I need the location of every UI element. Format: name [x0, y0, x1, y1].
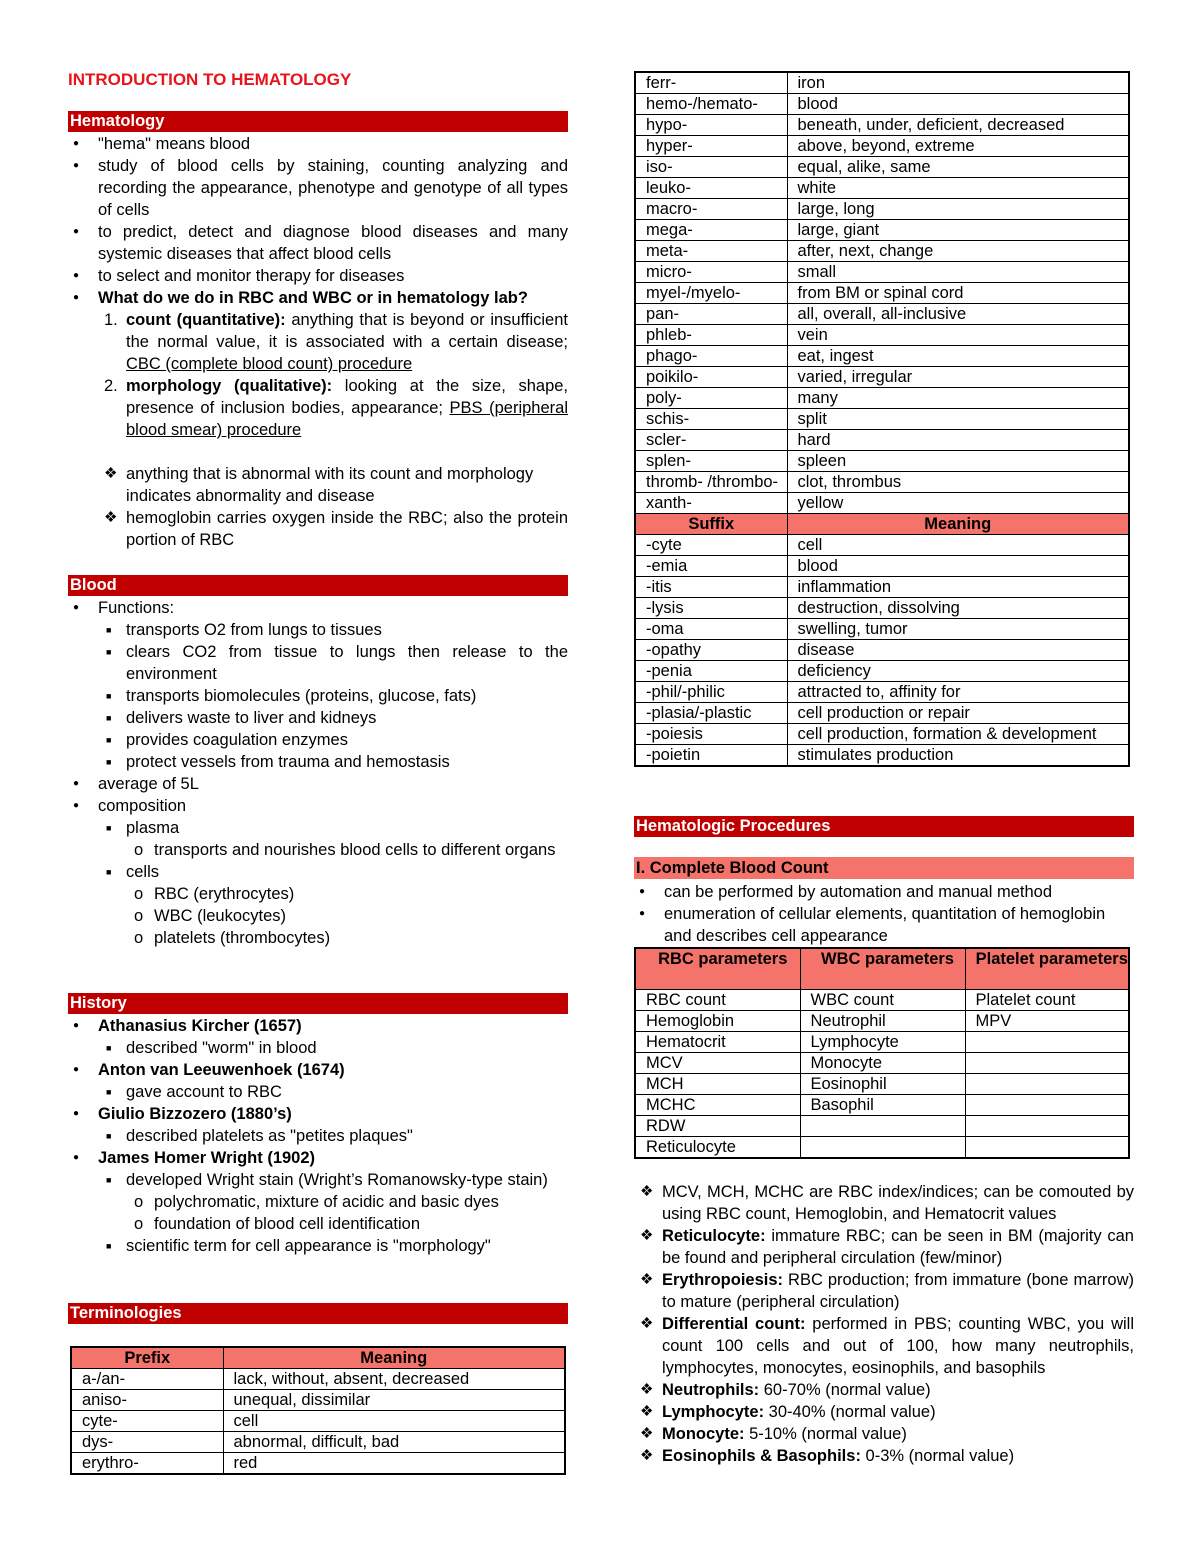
- table-row: [635, 682, 1129, 703]
- prefix-cell: ferr-: [635, 72, 787, 94]
- parameter-cell: Neutrophil: [800, 1011, 965, 1032]
- prefix-cell: thromb- /thrombo-: [635, 472, 787, 493]
- parameter-cell: WBC count: [800, 990, 965, 1011]
- parameter-cell: Reticulocyte: [635, 1137, 800, 1159]
- meaning-cell: hard: [787, 430, 1129, 451]
- question-item: ● What do we do in RBC and WBC or in hematology lab?: [68, 287, 568, 309]
- table-row: [635, 640, 1129, 661]
- meaning-cell: above, beyond, extreme: [787, 136, 1129, 157]
- section-header-terminologies: Terminologies: [68, 1303, 568, 1324]
- parameter-cell: [800, 1137, 965, 1159]
- table-row: [635, 577, 1129, 598]
- parameter-cell: [800, 1116, 965, 1137]
- suffix-cell: -cyte: [635, 535, 787, 556]
- meaning-cell: split: [787, 409, 1129, 430]
- table-row: [635, 325, 1129, 346]
- meaning-cell: all, overall, all-inclusive: [787, 304, 1129, 325]
- prefix-cell: poikilo-: [635, 367, 787, 388]
- table-row: [635, 1053, 1129, 1074]
- table-row: [71, 1390, 565, 1411]
- prefix-cell: poly-: [635, 388, 787, 409]
- note-term: Differential count:: [662, 1315, 806, 1333]
- prefix-cell: schis-: [635, 409, 787, 430]
- table-row: [635, 304, 1129, 325]
- meaning-cell: after, next, change: [787, 241, 1129, 262]
- prefix-cell: iso-: [635, 157, 787, 178]
- prefix-cell: meta-: [635, 241, 787, 262]
- meaning-cell: vein: [787, 325, 1129, 346]
- count-text: anything that is beyond or insufficient the normal value, it is associated with a certain disease;: [126, 311, 568, 351]
- parameter-cell: RDW: [635, 1116, 800, 1137]
- parameter-cell: RBC count: [635, 990, 800, 1011]
- meaning-cell: destruction, dissolving: [787, 598, 1129, 619]
- meaning-cell: lack, without, absent, decreased: [223, 1369, 565, 1390]
- prefix-cell: xanth-: [635, 493, 787, 514]
- meaning-cell: small: [787, 262, 1129, 283]
- meaning-cell: cell production or repair: [787, 703, 1129, 724]
- list-item: ■ protect vessels from trauma and hemostasis: [68, 751, 568, 773]
- table-row: [635, 451, 1129, 472]
- table-row: [635, 990, 1129, 1011]
- table-row: [635, 115, 1129, 136]
- note-text: RBC production; from immature (bone marrow) to mature (peripheral circulation): [662, 1271, 1134, 1311]
- meaning-cell: deficiency: [787, 661, 1129, 682]
- meaning-cell: red: [223, 1453, 565, 1475]
- meaning-cell: clot, thrombus: [787, 472, 1129, 493]
- cbc-reference: CBC (complete blood count) procedure: [126, 355, 413, 373]
- table-row: [635, 388, 1129, 409]
- count-label: count (quantitative):: [126, 311, 286, 329]
- parameter-cell: [965, 1032, 1129, 1053]
- suffix-cell: -lysis: [635, 598, 787, 619]
- list-item: ■ transports biomolecules (proteins, glucose, fats): [68, 685, 568, 707]
- list-item: ■ plasma: [68, 817, 568, 839]
- prefix-suffix-table-right: [634, 71, 1130, 767]
- parameter-cell: [965, 1053, 1129, 1074]
- column-header: RBC parameters: [635, 948, 800, 990]
- prefix-cell: phago-: [635, 346, 787, 367]
- column-header-prefix: Prefix: [71, 1347, 223, 1369]
- meaning-cell: beneath, under, deficient, decreased: [787, 115, 1129, 136]
- column-header: Platelet parameters: [965, 948, 1129, 990]
- prefix-cell: splen-: [635, 451, 787, 472]
- meaning-cell: disease: [787, 640, 1129, 661]
- note-item: ❖ hemoglobin carries oxygen inside the RBC; also the protein portion of RBC: [68, 507, 568, 551]
- table-row: [635, 199, 1129, 220]
- prefix-cell: hyper-: [635, 136, 787, 157]
- cbc-parameters-table: [634, 947, 1130, 1159]
- table-row: [71, 1453, 565, 1475]
- list-item: ● "hema" means blood: [68, 133, 568, 155]
- note-term: Monocyte:: [662, 1425, 745, 1443]
- list-item: ● enumeration of cellular elements, quantitation of hemoglobin and describes cell appearance: [634, 903, 1134, 947]
- table-row: [635, 367, 1129, 388]
- meaning-cell: from BM or spinal cord: [787, 283, 1129, 304]
- table-header-row: [71, 1347, 565, 1369]
- list-item: ■ transports O2 from lungs to tissues: [68, 619, 568, 641]
- table-row: [635, 157, 1129, 178]
- table-row: [635, 262, 1129, 283]
- parameter-cell: [965, 1074, 1129, 1095]
- hematology-section: [68, 133, 568, 551]
- prefix-cell: macro-: [635, 199, 787, 220]
- table-row: [635, 661, 1129, 682]
- note-text: immature RBC; can be seen in BM (majority can be found and peripheral circulation (few/minor): [662, 1227, 1134, 1267]
- prefix-cell: leuko-: [635, 178, 787, 199]
- table-row: [635, 1011, 1129, 1032]
- meaning-cell: unequal, dissimilar: [223, 1390, 565, 1411]
- prefix-cell: scler-: [635, 430, 787, 451]
- table-row: [71, 1411, 565, 1432]
- list-item: o polychromatic, mixture of acidic and basic dyes: [68, 1191, 568, 1213]
- meaning-cell: many: [787, 388, 1129, 409]
- subsection-header-cbc: I. Complete Blood Count: [634, 857, 1134, 879]
- list-item: o platelets (thrombocytes): [68, 927, 568, 949]
- list-item: ● Giulio Bizzozero (1880’s): [68, 1103, 568, 1125]
- list-item: ■ gave account to RBC: [68, 1081, 568, 1103]
- table-header-row: [635, 948, 1129, 990]
- table-row: [635, 1032, 1129, 1053]
- parameter-cell: Basophil: [800, 1095, 965, 1116]
- list-item: ■ provides coagulation enzymes: [68, 729, 568, 751]
- history-section: [68, 1015, 568, 1257]
- note-item: [634, 1269, 1134, 1313]
- meaning-cell: attracted to, affinity for: [787, 682, 1129, 703]
- list-item: ● average of 5L: [68, 773, 568, 795]
- table-row: [635, 535, 1129, 556]
- blood-section: [68, 597, 568, 949]
- table-row: [71, 1369, 565, 1390]
- list-item: ● to predict, detect and diagnose blood diseases and many systemic diseases that affect blood cells: [68, 221, 568, 265]
- prefix-cell: pan-: [635, 304, 787, 325]
- meaning-cell: spleen: [787, 451, 1129, 472]
- note-item: [634, 1181, 1134, 1225]
- table-row: [635, 178, 1129, 199]
- list-item: ● James Homer Wright (1902): [68, 1147, 568, 1169]
- table-row: [635, 241, 1129, 262]
- note-term: Lymphocyte:: [662, 1403, 765, 1421]
- note-term: Eosinophils & Basophils:: [662, 1447, 861, 1465]
- suffix-cell: -poiesis: [635, 724, 787, 745]
- list-item: ● to select and monitor therapy for diseases: [68, 265, 568, 287]
- table-row: [635, 1074, 1129, 1095]
- parameter-cell: Hematocrit: [635, 1032, 800, 1053]
- note-term: Neutrophils:: [662, 1381, 760, 1399]
- note-item: [634, 1225, 1134, 1269]
- note-text: 5-10% (normal value): [744, 1425, 907, 1443]
- numbered-item-morphology: 2. morphology (qualitative): looking at the size, shape, presence of inclusion bodies, appearance; PBS (peripheral blood smear) procedure: [104, 377, 569, 439]
- table-header-row: [635, 514, 1129, 535]
- meaning-cell: equal, alike, same: [787, 157, 1129, 178]
- numbered-item-count: 1. count (quantitative): anything that is beyond or insufficient the normal value, it is associated with a certain disease; CBC (complete blood count) procedure: [104, 311, 568, 373]
- section-header-hematology: Hematology: [68, 111, 568, 132]
- note-text: MCV, MCH, MCHC are RBC index/indices; can be comouted by using RBC count, Hemoglobin, and Hematocrit values: [662, 1183, 1134, 1223]
- meaning-cell: large, giant: [787, 220, 1129, 241]
- parameter-cell: MCH: [635, 1074, 800, 1095]
- table-row: [635, 136, 1129, 157]
- note-text: 0-3% (normal value): [860, 1447, 1015, 1465]
- note-item: [634, 1379, 1134, 1401]
- prefix-cell: mega-: [635, 220, 787, 241]
- list-item: ■ cells: [68, 861, 568, 883]
- pbs-reference: PBS (peripheral blood smear) procedure: [126, 399, 568, 439]
- meaning-cell: abnormal, difficult, bad: [223, 1432, 565, 1453]
- note-term: Reticulocyte:: [662, 1227, 766, 1245]
- parameter-cell: Hemoglobin: [635, 1011, 800, 1032]
- column-header: WBC parameters: [800, 948, 965, 990]
- note-item: [634, 1401, 1134, 1423]
- prefix-cell: phleb-: [635, 325, 787, 346]
- list-item: ● Anton van Leeuwenhoek (1674): [68, 1059, 568, 1081]
- note-item: ❖ anything that is abnormal with its count and morphology indicates abnormality and disease: [68, 463, 568, 507]
- note-item: [634, 1313, 1134, 1379]
- note-text: 60-70% (normal value): [759, 1381, 931, 1399]
- list-item: ■ delivers waste to liver and kidneys: [68, 707, 568, 729]
- table-row: [635, 703, 1129, 724]
- procedure-notes: [634, 1181, 1134, 1467]
- column-header-meaning: Meaning: [223, 1347, 565, 1369]
- meaning-cell: inflammation: [787, 577, 1129, 598]
- meaning-cell: yellow: [787, 493, 1129, 514]
- list-item: ■ described "worm" in blood: [68, 1037, 568, 1059]
- table-row: [635, 556, 1129, 577]
- list-item: o WBC (leukocytes): [68, 905, 568, 927]
- table-row: [635, 430, 1129, 451]
- prefix-cell: hypo-: [635, 115, 787, 136]
- meaning-cell: large, long: [787, 199, 1129, 220]
- list-item: ■ described platelets as "petites plaques": [68, 1125, 568, 1147]
- parameter-cell: MCV: [635, 1053, 800, 1074]
- table-row: [635, 1137, 1129, 1159]
- table-row: [635, 94, 1129, 115]
- prefix-cell: dys-: [71, 1432, 223, 1453]
- note-item: [634, 1423, 1134, 1445]
- note-text: performed in PBS; counting WBC, you will count 100 cells and out of 100, how many neutrophils, lymphocytes, monocytes, eosinophils, and basophils: [662, 1315, 1134, 1377]
- suffix-cell: -emia: [635, 556, 787, 577]
- list-item: ● can be performed by automation and manual method: [634, 881, 1134, 903]
- table-row: [71, 1432, 565, 1453]
- page-title: INTRODUCTION TO HEMATOLOGY: [68, 70, 352, 89]
- section-header-blood: Blood: [68, 575, 568, 596]
- parameter-cell: MCHC: [635, 1095, 800, 1116]
- column-header-suffix: Suffix: [635, 514, 787, 535]
- table-row: [635, 346, 1129, 367]
- table-row: [635, 598, 1129, 619]
- table-row: [635, 283, 1129, 304]
- list-item: o RBC (erythrocytes): [68, 883, 568, 905]
- column-header-meaning: Meaning: [787, 514, 1129, 535]
- meaning-cell: blood: [787, 556, 1129, 577]
- parameter-cell: Eosinophil: [800, 1074, 965, 1095]
- suffix-cell: -plasia/-plastic: [635, 703, 787, 724]
- table-row: [635, 1095, 1129, 1116]
- section-header-history: History: [68, 993, 568, 1014]
- list-item: ● Functions:: [68, 597, 568, 619]
- table-row: [635, 72, 1129, 94]
- meaning-cell: stimulates production: [787, 745, 1129, 767]
- list-item: o transports and nourishes blood cells to different organs: [68, 839, 568, 861]
- table-row: [635, 619, 1129, 640]
- meaning-cell: cell: [223, 1411, 565, 1432]
- meaning-cell: cell production, formation & development: [787, 724, 1129, 745]
- parameter-cell: MPV: [965, 1011, 1129, 1032]
- suffix-cell: -penia: [635, 661, 787, 682]
- parameter-cell: [965, 1116, 1129, 1137]
- table-row: [635, 220, 1129, 241]
- parameter-cell: Lymphocyte: [800, 1032, 965, 1053]
- table-row: [635, 472, 1129, 493]
- list-item: ● Athanasius Kircher (1657): [68, 1015, 568, 1037]
- suffix-cell: -itis: [635, 577, 787, 598]
- parameter-cell: Platelet count: [965, 990, 1129, 1011]
- prefix-cell: erythro-: [71, 1453, 223, 1475]
- meaning-cell: iron: [787, 72, 1129, 94]
- prefix-cell: a-/an-: [71, 1369, 223, 1390]
- table-row: [635, 493, 1129, 514]
- section-header-procedures: Hematologic Procedures: [634, 816, 1134, 837]
- prefix-table-left: [70, 1346, 566, 1475]
- meaning-cell: eat, ingest: [787, 346, 1129, 367]
- list-item: ■ clears CO2 from tissue to lungs then release to the environment: [68, 641, 568, 685]
- parameter-cell: Monocyte: [800, 1053, 965, 1074]
- cbc-section: [634, 881, 1134, 947]
- note-item: [634, 1445, 1134, 1467]
- table-row: [635, 745, 1129, 767]
- meaning-cell: varied, irregular: [787, 367, 1129, 388]
- suffix-cell: -phil/-philic: [635, 682, 787, 703]
- table-row: [635, 409, 1129, 430]
- list-item: ■ scientific term for cell appearance is "morphology": [68, 1235, 568, 1257]
- list-item: ■ developed Wright stain (Wright’s Romanowsky-type stain): [68, 1169, 568, 1191]
- suffix-cell: -oma: [635, 619, 787, 640]
- list-item: ● study of blood cells by staining, counting analyzing and recording the appearance, phenotype and genotype of all types of cells: [68, 155, 568, 221]
- note-term: Erythropoiesis:: [662, 1271, 784, 1289]
- prefix-cell: hemo-/hemato-: [635, 94, 787, 115]
- list-item: ● composition: [68, 795, 568, 817]
- meaning-cell: cell: [787, 535, 1129, 556]
- prefix-cell: aniso-: [71, 1390, 223, 1411]
- list-item: o foundation of blood cell identification: [68, 1213, 568, 1235]
- morphology-text: looking at the size, shape, presence of inclusion bodies, appearance;: [126, 377, 569, 417]
- prefix-cell: micro-: [635, 262, 787, 283]
- suffix-cell: -opathy: [635, 640, 787, 661]
- table-row: [635, 724, 1129, 745]
- parameter-cell: [965, 1137, 1129, 1159]
- parameter-cell: [965, 1095, 1129, 1116]
- meaning-cell: blood: [787, 94, 1129, 115]
- morphology-label: morphology (qualitative):: [126, 377, 333, 395]
- note-text: 30-40% (normal value): [764, 1403, 936, 1421]
- prefix-cell: myel-/myelo-: [635, 283, 787, 304]
- suffix-cell: -poietin: [635, 745, 787, 767]
- table-row: [635, 1116, 1129, 1137]
- meaning-cell: swelling, tumor: [787, 619, 1129, 640]
- prefix-cell: cyte-: [71, 1411, 223, 1432]
- meaning-cell: white: [787, 178, 1129, 199]
